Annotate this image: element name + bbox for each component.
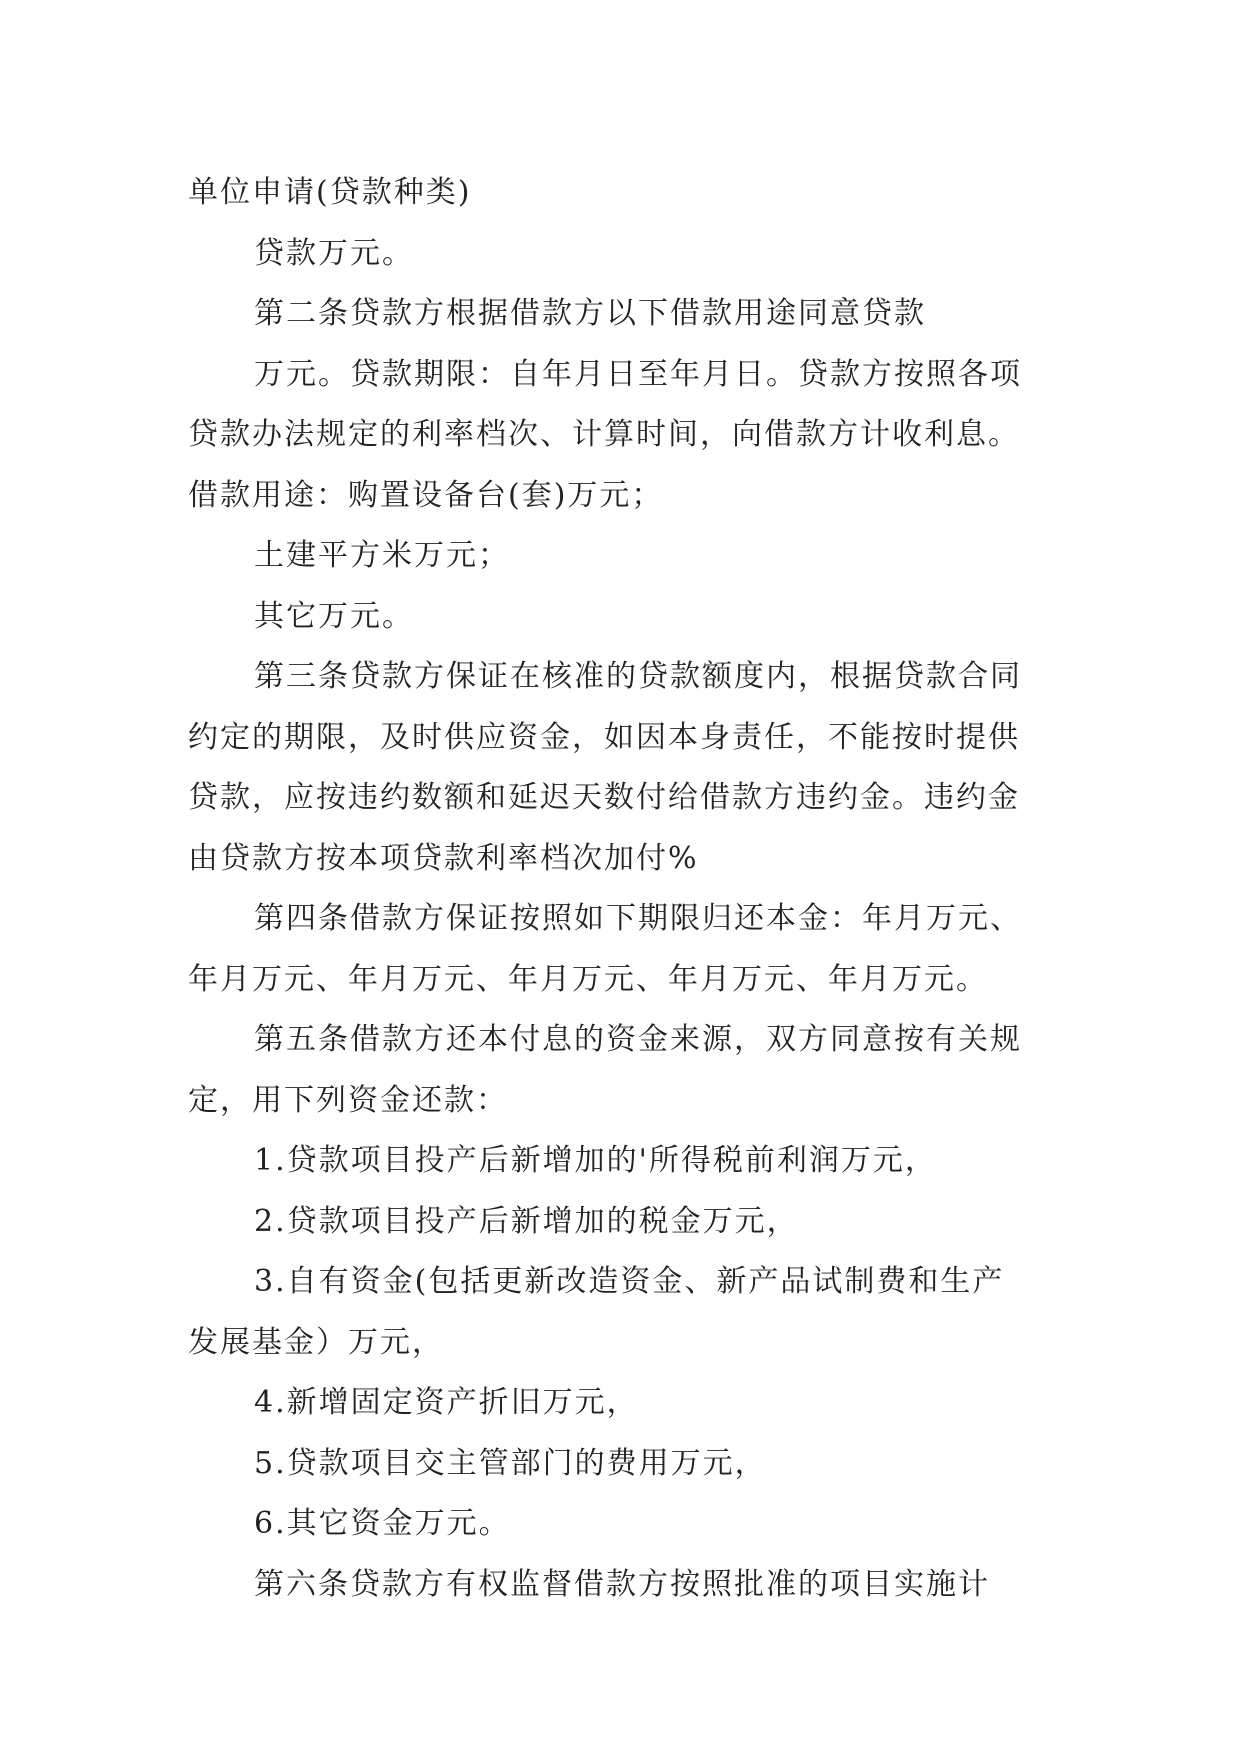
text-line: 万元。贷款期限：自年月日至年月日。贷款方按照各项 <box>254 356 1022 392</box>
text-line: 贷款，应按违约数额和延迟天数付给借款方违约金。违约金 <box>188 780 1020 815</box>
text-line: 第二条贷款方根据借款方以下借款用途同意贷款 <box>254 296 926 331</box>
text-line: 土建平方米万元； <box>254 538 510 573</box>
text-line: 定，用下列资金还款： <box>188 1082 508 1118</box>
text-line: 3.自有资金(包括更新改造资金、新产品试制费和生产 <box>254 1264 1005 1299</box>
text-line: 贷款万元。 <box>254 235 414 271</box>
text-line: 2.贷款项目投产后新增加的税金万元， <box>254 1203 799 1239</box>
text-line: 约定的期限，及时供应资金，如因本身责任，不能按时提供 <box>188 719 1020 755</box>
text-line: 年月万元、年月万元、年月万元、年月万元、年月万元。 <box>188 961 988 997</box>
text-line: 第六条贷款方有权监督借款方按照批准的项目实施计 <box>254 1566 990 1602</box>
document-body <box>188 163 1058 1615</box>
text-line: 贷款办法规定的利率档次、计算时间，向借款方计收利息。 <box>188 417 1020 452</box>
text-line: 6.其它资金万元。 <box>254 1506 511 1541</box>
text-line: 借款用途：购置设备台(套)万元； <box>188 477 664 513</box>
text-line: 第五条借款方还本付息的资金来源，双方同意按有关规 <box>254 1022 1022 1057</box>
text-line: 1.贷款项目投产后新增加的'所得税前利润万元， <box>254 1143 937 1178</box>
text-line: 第四条借款方保证按照如下期限归还本金：年月万元、 <box>254 901 1022 936</box>
text-line: 第三条贷款方保证在核准的贷款额度内，根据贷款合同 <box>254 659 1022 694</box>
text-line: 5.贷款项目交主管部门的费用万元， <box>254 1445 767 1481</box>
text-line: 由贷款方按本项贷款利率档次加付% <box>188 840 699 876</box>
text-line: 单位申请(贷款种类) <box>188 175 472 210</box>
text-line: 发展基金）万元， <box>188 1324 444 1360</box>
text-line: 4.新增固定资产折旧万元， <box>254 1385 639 1420</box>
text-line: 其它万元。 <box>254 598 414 634</box>
